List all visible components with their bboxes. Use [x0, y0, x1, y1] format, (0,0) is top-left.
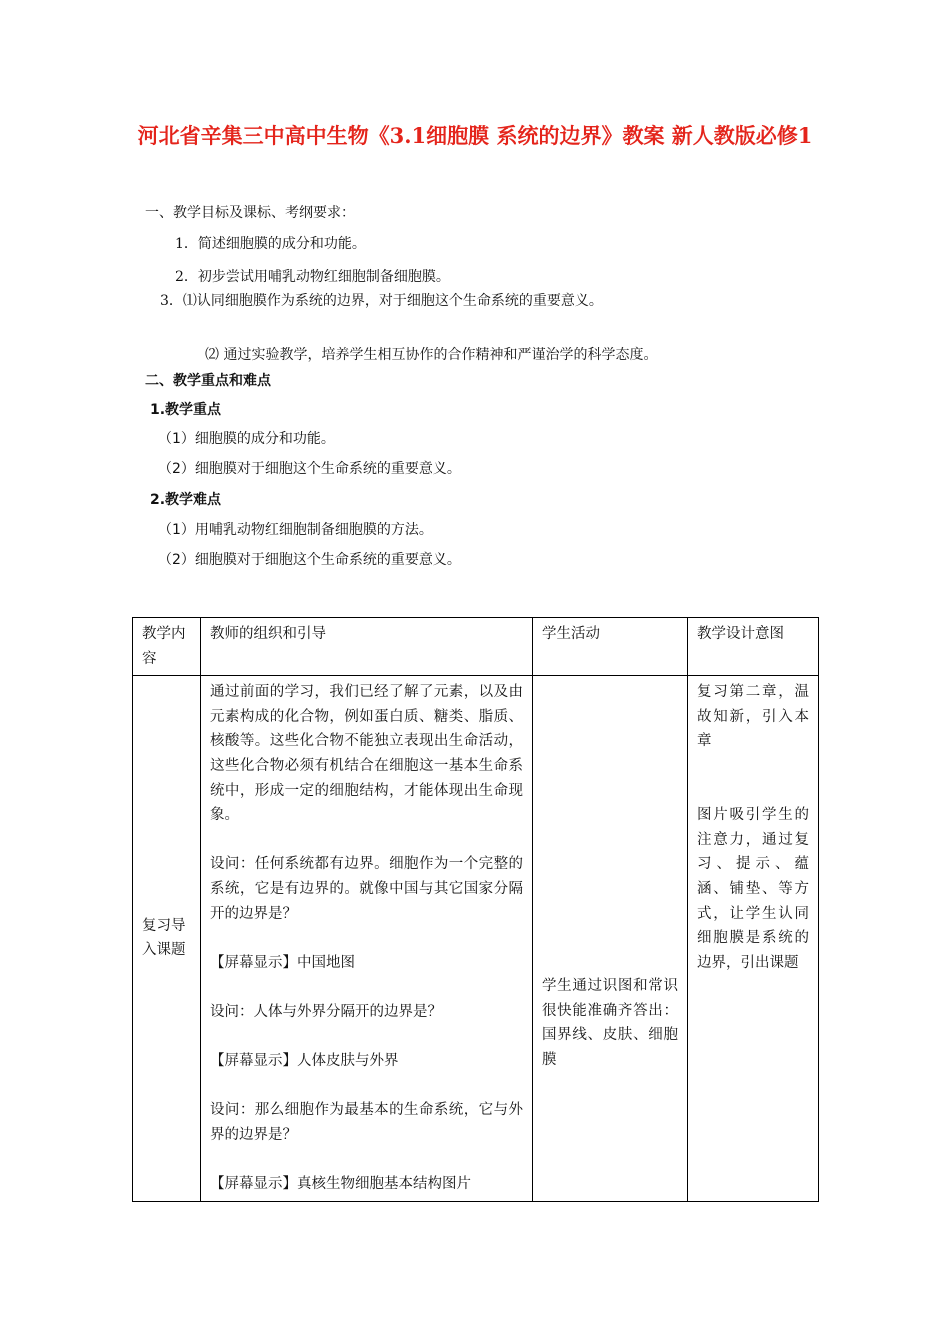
difficult-point-item: （2）细胞膜对于细胞这个生命系统的重要意义。 — [158, 552, 461, 568]
header-intent: 教学设计意图 — [688, 618, 819, 676]
difficult-point-item: （1）用哺乳动物红细胞制备细胞膜的方法。 — [158, 522, 433, 538]
key-point-item: （1）细胞膜的成分和功能。 — [158, 431, 335, 447]
teacher-paragraph: 【屏幕显示】真核生物细胞基本结构图片 — [210, 1176, 471, 1193]
header-student: 学生活动 — [533, 618, 688, 676]
teacher-paragraph: 设问：那么细胞作为最基本的生命系统，它与外界的边界是？ — [210, 1102, 523, 1143]
objective-item: 1．简述细胞膜的成分和功能。 — [175, 236, 366, 252]
teacher-paragraph: 【屏幕显示】中国地图 — [210, 954, 355, 971]
objective-item: 3．⑴认同细胞膜作为系统的边界，对于细胞这个生命系统的重要意义。 — [160, 293, 603, 309]
teacher-paragraph: 设问：人体与外界分隔开的边界是？ — [210, 1003, 442, 1020]
teacher-paragraph: 通过前面的学习，我们已经了解了元素，以及由元素构成的化合物，例如蛋白质、糖类、脂质、核酸等。这些化合物不能独立表现出生命活动，这些化合物必须有机结合在细胞这一基本生命系统中，形成一定的细胞结构，才能体现出生命现象。 — [210, 684, 523, 824]
header-teacher: 教师的组织和引导 — [201, 618, 533, 676]
key-point-item: （2）细胞膜对于细胞这个生命系统的重要意义。 — [158, 461, 461, 477]
header-content: 教学内容 — [133, 618, 201, 676]
intent-paragraph: 图片吸引学生的注意力，通过复习、提示、蕴涵、铺垫、等方式，让学生认同细胞膜是系统的边界，引出课题 — [697, 807, 809, 971]
teacher-paragraph: 【屏幕显示】人体皮肤与外界 — [210, 1053, 399, 1070]
student-activity: 学生通过识图和常识很快能准确齐答出：国界线、皮肤、细胞膜 — [542, 978, 678, 1068]
objective-item: 2．初步尝试用哺乳动物红细胞制备细胞膜。 — [175, 269, 450, 285]
row-content-cell: 复习导入课题 — [133, 676, 201, 1201]
row-intent-cell — [688, 676, 819, 1201]
key-points-heading: 1.教学重点 — [150, 402, 222, 418]
section1-heading: 一、教学目标及课标、考纲要求： — [145, 205, 355, 221]
teacher-paragraph: 设问：任何系统都有边界。细胞作为一个完整的系统，它是有边界的。就像中国与其它国家分隔开的边界是？ — [210, 856, 523, 922]
intent-paragraph: 复习第二章，温故知新，引入本章 — [697, 684, 809, 750]
document-title: 河北省辛集三中高中生物《3.1细胞膜 系统的边界》教案 新人教版必修1 — [137, 123, 813, 148]
row-teacher-cell — [201, 676, 533, 1201]
section2-heading: 二、教学重点和难点 — [145, 373, 271, 389]
table-header-row — [133, 618, 819, 676]
table-row — [133, 676, 819, 1201]
row-student-cell — [533, 676, 688, 1201]
lesson-plan-table — [132, 617, 819, 1202]
difficult-points-heading: 2.教学难点 — [150, 492, 222, 508]
objective-item: ⑵ 通过实验教学，培养学生相互协作的合作精神和严谨治学的科学态度。 — [205, 347, 658, 363]
